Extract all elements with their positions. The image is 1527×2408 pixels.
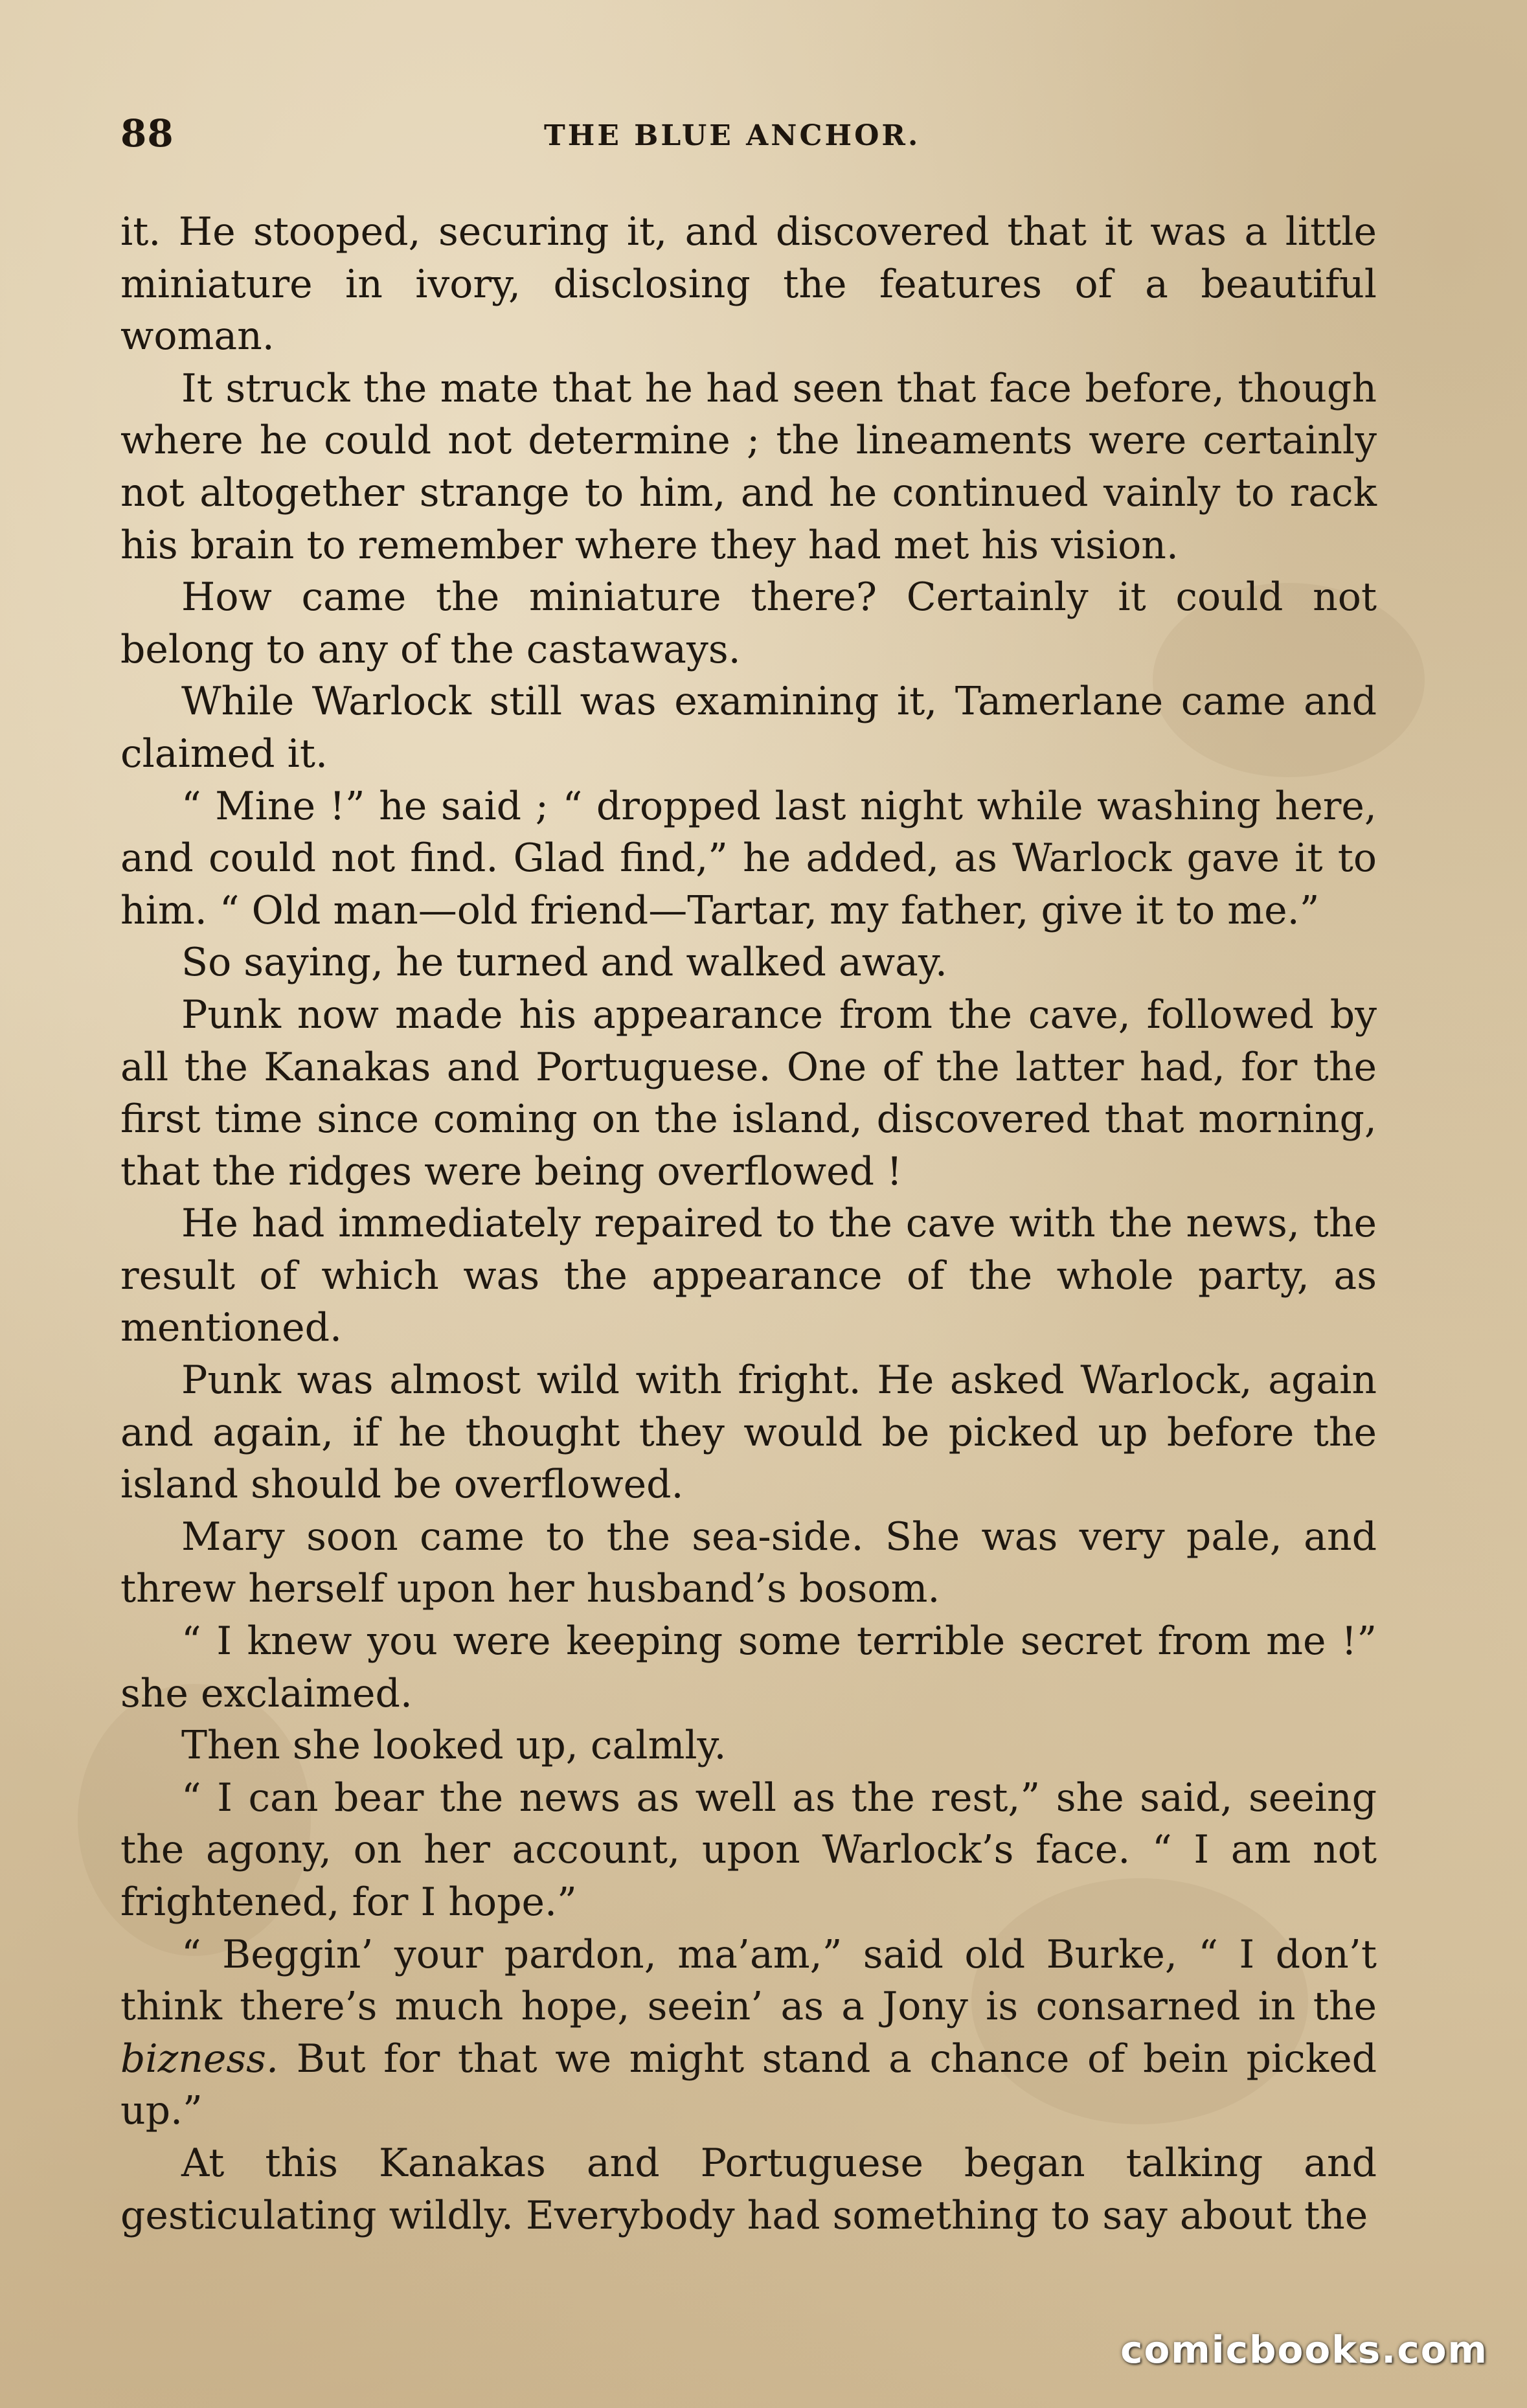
paragraph: At this Kanakas and Portuguese began talking and gesticulating wildly. Everybody had something to say about the (120, 2140, 1377, 2238)
watermark: comicbooks.com (1120, 2328, 1488, 2372)
paragraph: It struck the mate that he had seen that face before, though where he could not determine ; the lineaments were certainly not altogether strange to him, and he continued vainly to rack his brain to remember where they had met his vision. (120, 365, 1377, 568)
paragraph: Then she looked up, calmly. (181, 1723, 727, 1769)
paragraph: it. He stooped, securing it, and discovered that it was a little miniature in ivory, disclosing the features of a beautiful woman. (120, 209, 1377, 359)
paragraph (120, 1929, 1377, 2137)
paragraph: Punk was almost wild with fright. He asked Warlock, again and again, if he thought they would be picked up before the island should be overflowed. (120, 1357, 1377, 1508)
page-number: 88 (120, 111, 174, 155)
paragraph: “ Mine !” he said ; “ dropped last night while washing here, and could not find. Glad find,” he added, as Warlock gave it to him. “ Old man—old friend—Tartar, my father, give it to me.” (120, 783, 1377, 933)
paragraph-text: But for that we might stand a chance of bein picked up.” (120, 2036, 1377, 2134)
paragraph-text: “ Beggin’ your pardon, ma’am,” said old Burke, “ I don’t think there’s much hope, seein’ as a Jony is consarned in the (120, 1931, 1377, 2030)
paragraph: He had immediately repaired to the cave with the news, the result of which was the appearance of the whole party, as mentioned. (120, 1201, 1377, 1351)
paragraph: How came the miniature there? Certainly it could not belong to any of the castaways. (120, 574, 1377, 672)
paragraph: “ I can bear the news as well as the rest,” she said, seeing the agony, on her account, upon Warlock’s face. “ I am not frightened, for I hope.” (120, 1775, 1377, 1925)
running-head: THE BLUE ANCHOR. (544, 119, 921, 152)
paragraph: Punk now made his appearance from the cave, followed by all the Kanakas and Portuguese. One of the latter had, for the first time since coming on the island, discovered that morning, that the ridges were being overflowed ! (120, 992, 1377, 1194)
italic-word: bizness. (120, 2036, 279, 2082)
paragraph: So saying, he turned and walked away. (181, 940, 947, 986)
page-header (120, 111, 1377, 163)
paragraph: “ I knew you were keeping some terrible secret from me !” she exclaimed. (120, 1619, 1377, 1716)
paragraph: Mary soon came to the sea-side. She was very pale, and threw herself upon her husband’s bosom. (120, 1514, 1377, 1612)
body-text (120, 206, 1377, 2242)
paragraph: While Warlock still was examining it, Tamerlane came and claimed it. (120, 679, 1377, 777)
